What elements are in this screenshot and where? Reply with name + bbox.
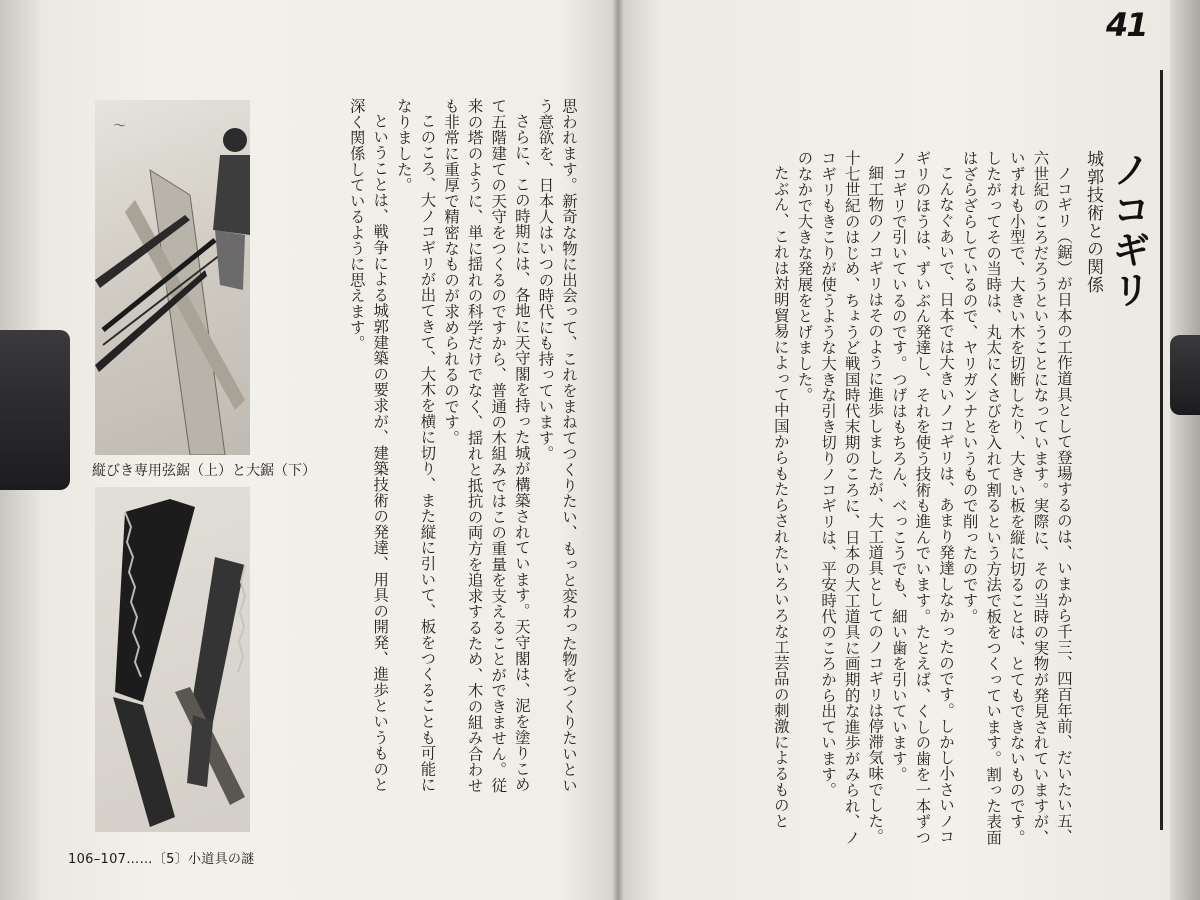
saws-drawing xyxy=(95,487,250,832)
illustration-frame-saw xyxy=(95,100,250,455)
paragraph: たぶん、これは対明貿易によって中国からもたらされたいろいろな工芸品の刺激によるものと xyxy=(771,165,790,829)
paragraph: さらに、この時期には、各地に天守閣を持った城が構築されています。天守閣は、泥を塗りこめて五階建ての天守をつくるのですから、普通の木組みではこの重量を支えることができません。従来の塔のように、単に揺れの科学だけでなく、揺れと抵抗の両方を追求するため、木の組み合わせも非常に重厚で精密なものが求められるのです。 xyxy=(442,98,531,794)
paragraph: 細工物のノコギリはそのように進歩しましたが、大工道具としてのノコギリは停滞気味でした。十七世紀のはじめ、ちょうど戦国時代末期のころに、日本の大工道具に画期的な進歩がみられ、ノコギリもきこりが使うような大きな引き切りノコギリは、平安時代のころから出ています。 xyxy=(819,150,885,846)
chapter-title: ノコギリ xyxy=(1106,150,1151,310)
paragraph: このころ、大ノコギリが出てきて、大木を横に切り、また縦に引いて、板をつくることも可能になりました。 xyxy=(394,98,437,793)
figure-caption: 縦びき専用弦鋸（上）と大鋸（下） xyxy=(92,463,316,479)
page-footer: 106–107……〔5〕小道具の謎 xyxy=(68,852,255,867)
handwritten-page-number: 41 xyxy=(1106,6,1147,44)
illustration-saws xyxy=(95,487,250,832)
paragraph: こんなぐあいで、日本では大きいノコギリは、あまり発達しなかったのです。しかし小さいノコギリのほうは、ずいぶん発達し、それを使う技術も進んでいます。たとえば、くしの歯を一本ずつノコギリで引いているのです。つげはもちろん、べっこうでも、細い歯を引いています。 xyxy=(889,150,956,846)
book-gutter xyxy=(612,0,624,900)
paragraph: ノコギリ（鋸）が日本の工作道具として登場するのは、いまから千三、四百年前、だいたい五、六世紀のころだろうということになっています。実際に、その当時の実物が発見されていますが、いずれも小型で、大きい木を切断したり、大きい板を縦に切ることは、とてもできないものです。したがってその当時は、丸太にくさびを入れて割るという方法で板をつくっています。割った表面はざらざらしているので、ヤリガンナというもので削ったのです。 xyxy=(960,150,1073,846)
binder-clip-left xyxy=(0,330,70,490)
sawyer-drawing xyxy=(95,100,250,455)
paragraph: 思われます。新奇な物に出会って、これをまねてつくりたい、もっと変わった物をつくりたいという意欲を、日本人はいつの時代にも持っています。 xyxy=(536,98,578,794)
paragraph: ということは、戦争による城郭建築の要求が、建築技術の発達、用具の開発、進歩というものと深く関係しているように思えます。 xyxy=(347,98,390,793)
header-rule xyxy=(1160,70,1163,830)
paragraph: のなかで大きな発展をとげました。 xyxy=(795,150,814,403)
svg-text:〜: 〜 xyxy=(113,119,127,134)
right-body-text xyxy=(655,150,1075,850)
chapter-subtitle: 城郭技術との関係 xyxy=(1083,150,1103,294)
page-edges-right xyxy=(1170,0,1200,900)
binder-clip-right xyxy=(1170,335,1200,415)
left-body-text xyxy=(268,98,580,808)
